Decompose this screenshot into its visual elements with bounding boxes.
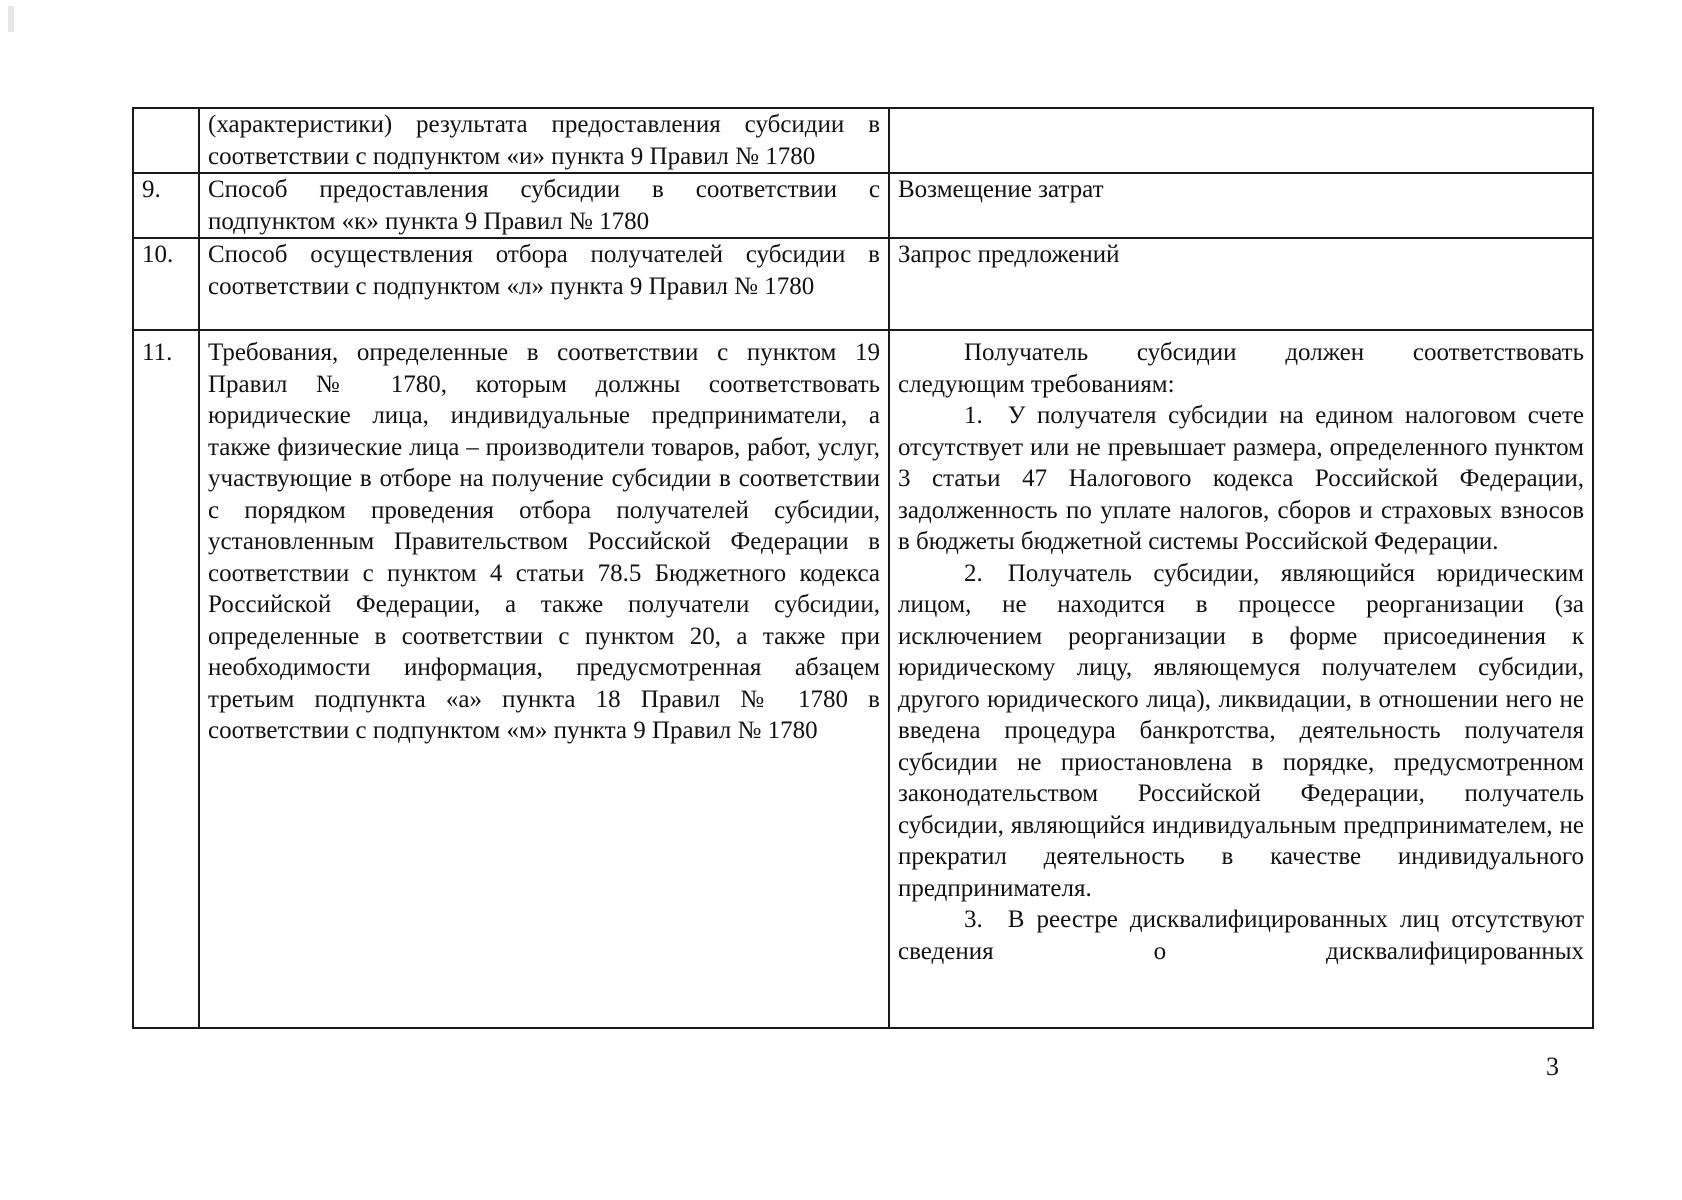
row-description: Требования, определенные в соответствии с пунктом 19 Правил № 1780, которым должны соответствовать юридические лица, индивидуальные предприниматели, а также физические лица – производители товаров, работ, услуг, участвующие в отборе на получение субсидии в соответствии с порядком проведения отбора получателей субсидии, установленным Правительством Российской Федерации в соответствии с пунктом 4 статьи 78.5 Бюджетного кодекса Российской Федерации, а также получатели субсидии, определенные в соответствии с пунктом 20, а также при необходимости информация, предусмотренная абзацем третьим подпункта «а» пункта 18 Правил № 1780 в соответствии с подпунктом «м» пункта 9 Правил № 1780 xyxy=(199,330,889,1028)
row-description: Способ осуществления отбора получателей субсидии в соответствии с подпунктом «л» пункта 9 Правил № 1780 xyxy=(199,238,889,330)
table-row xyxy=(133,173,1593,238)
row-number: 11. xyxy=(133,330,199,1028)
row-value: Запрос предложений xyxy=(889,238,1593,330)
row-value: Возмещение затрат xyxy=(889,173,1593,238)
table-row xyxy=(133,238,1593,330)
requirement-item: 3. В реестре дисквалифицированных лиц отсутствуют сведения о дисквалифицированных xyxy=(898,906,1584,965)
row-number xyxy=(133,108,199,173)
row-value-requirements xyxy=(889,330,1593,1028)
page-number: 3 xyxy=(1546,1052,1559,1081)
requirements-intro: Получатель субсидии должен соответствовать следующим требованиям: xyxy=(898,339,1584,398)
requirement-item: 2. Получатель субсидии, являющийся юридическим лицом, не находится в процессе реорганизации (за исключением реорганизации в форме присоединения к юридическому лицу, являющемуся получателем субсидии, другого юридического лица), ликвидации, в отношении него не введена процедура банкротства, деятельность получателя субсидии не приостановлена в порядке, предусмотренном законодательством Российской Федерации, получатель субсидии, являющийся индивидуальным предпринимателем, не прекратил деятельность в качестве индивидуального предпринимателя. xyxy=(898,559,1584,902)
requirements-table xyxy=(132,107,1594,1029)
row-number: 10. xyxy=(133,238,199,330)
table-row xyxy=(133,108,1593,173)
requirement-item: 1. У получателя субсидии на едином налоговом счете отсутствует или не превышает размера, определенного пунктом 3 статьи 47 Налогового кодекса Российской Федерации, задолженность по уплате налогов, сборов и страховых взносов в бюджеты бюджетной системы Российской Федерации. xyxy=(898,402,1584,555)
row-description: Способ предоставления субсидии в соответствии с подпунктом «к» пункта 9 Правил № 1780 xyxy=(199,173,889,238)
row-value xyxy=(889,108,1593,173)
table-row xyxy=(133,330,1593,1028)
row-description: (характеристики) результата предоставления субсидии в соответствии с подпунктом «и» пункта 9 Правил № 1780 xyxy=(199,108,889,173)
scan-artifact xyxy=(8,6,14,32)
row-number: 9. xyxy=(133,173,199,238)
